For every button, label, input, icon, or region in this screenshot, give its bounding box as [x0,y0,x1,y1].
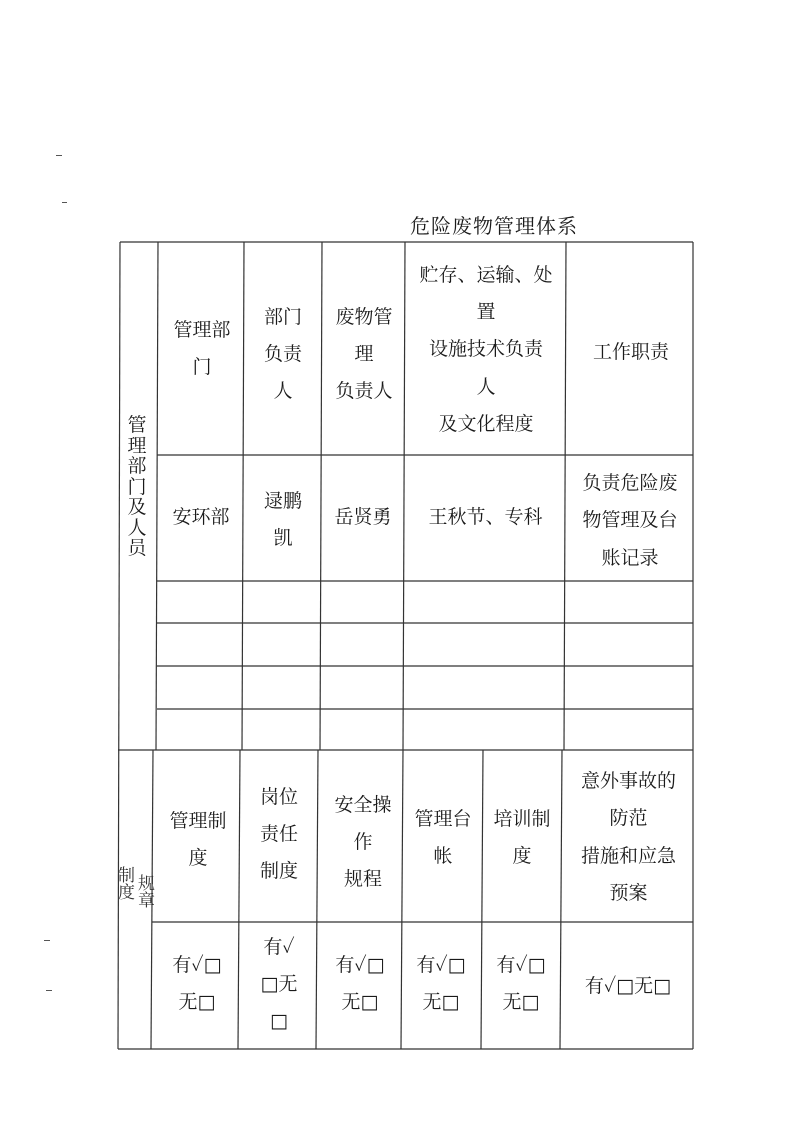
cell-waste-manager: 岳贤勇 [334,506,392,529]
scan-mark [56,155,62,156]
cell-facility-tech: 王秋节、专科 [428,506,543,529]
value-training: 有✓□ 无□ [496,953,546,1013]
header-training: 培训制 度 [493,807,551,867]
value-emergency-plan: 有✓□无□ [584,975,672,998]
cell-department-head: 逯鹏 凯 [263,489,302,549]
header-duties: 工作职责 [592,341,669,364]
value-safety-procedures: 有✓□ 无□ [335,953,385,1013]
value-post-responsibility: 有✓ □无 □ [260,935,298,1033]
header-facility-tech: 贮存、运输、处 置 设施技术负责 人 及文化程度 [419,264,553,435]
header-management-system: 管理制 度 [169,809,227,869]
header-safety-procedures: 安全操 作 规程 [334,793,392,891]
cell-department: 安环部 [172,506,230,529]
value-ledger: 有✓□ 无□ [416,953,466,1013]
scan-mark [44,940,50,941]
section-label-fragment: 制 度 [118,866,135,903]
header-department: 管理部 门 [173,318,231,378]
header-ledger: 管理台 帐 [414,807,472,867]
cell-duties: 负责危险废 物管理及台 账记录 [582,472,678,569]
header-emergency-plan: 意外事故的 防范 措施和应急 预案 [580,770,676,904]
document-title: 危险废物管理体系 [410,214,578,238]
header-waste-manager: 废物管 理 负责人 [335,305,393,403]
scan-mark [62,202,67,203]
header-department-head: 部门 负责 人 [263,305,302,403]
section-label-fragment-2: 规 章 [138,874,155,911]
header-post-responsibility: 岗位 责任 制度 [259,785,298,883]
scan-mark [46,990,52,991]
value-management-system: 有✓□ 无□ [172,953,222,1013]
section-label-management: 管 理 部 门 及 人 员 [127,414,147,560]
